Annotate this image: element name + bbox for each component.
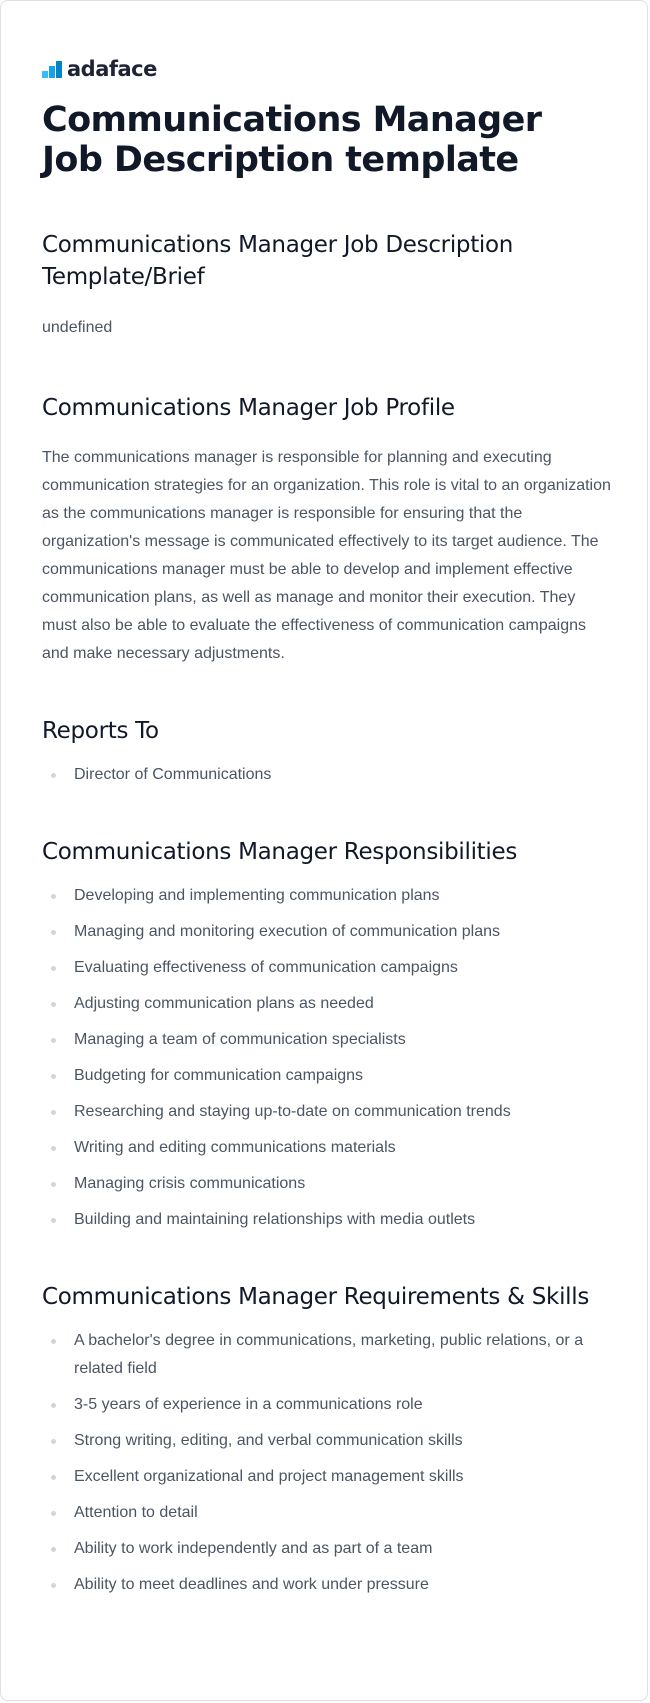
list-item-text: A bachelor's degree in communications, marketing, public relations, or a related field (74, 1332, 584, 1377)
list-item-text: Adjusting communication plans as needed (74, 995, 374, 1012)
list-item (42, 1499, 612, 1527)
list-item-text: Director of Communications (74, 766, 272, 783)
list-item-text: Excellent organizational and project management skills (74, 1468, 464, 1485)
responsibilities-heading: Communications Manager Responsibilities (42, 839, 518, 865)
list-item-text: Managing crisis communications (74, 1175, 306, 1192)
list-item-text: Managing a team of communication specialists (74, 1031, 406, 1048)
list-item-text: Strong writing, editing, and verbal communication skills (74, 1432, 463, 1449)
profile-section (42, 392, 612, 668)
list-item-text: Managing and monitoring execution of communication plans (74, 923, 501, 940)
bullet-icon (51, 1218, 56, 1223)
list-item-text: Budgeting for communication campaigns (74, 1067, 364, 1084)
adaface-logo-icon (42, 60, 62, 80)
list-item (42, 761, 612, 789)
bullet-icon (51, 1002, 56, 1007)
responsibilities-section (42, 836, 612, 1234)
list-item (42, 1170, 612, 1198)
requirements-heading: Communications Manager Requirements & Skills (42, 1284, 590, 1310)
bullet-icon (51, 1547, 56, 1552)
list-item (42, 1463, 612, 1491)
profile-text: The communications manager is responsible for planning and executing communication strategies for an organization. This role is vital to an organization as the communications manager is responsible for ensuring that the organization's message is communicated effectively to its target audience. The communications manager must be able to develop and implement effective communication plans, as well as manage and monitor their execution. They must also be able to evaluate the effectiveness of communication campaigns and make necessary adjustments. (42, 449, 611, 662)
list-item (42, 918, 612, 946)
list-item (42, 1535, 612, 1563)
requirements-list (42, 1327, 612, 1599)
list-item (42, 954, 612, 982)
list-item-text: 3-5 years of experience in a communications role (74, 1396, 423, 1413)
bullet-icon (51, 1475, 56, 1480)
list-item (42, 1206, 612, 1234)
list-item-text: Ability to work independently and as part of a team (74, 1540, 433, 1557)
list-item (42, 882, 612, 910)
bullet-icon (51, 773, 56, 778)
bullet-icon (51, 1511, 56, 1516)
list-item (42, 1571, 612, 1599)
list-item-text: Writing and editing communications materials (74, 1139, 396, 1156)
bullet-icon (51, 1074, 56, 1079)
bullet-icon (51, 966, 56, 971)
list-item-text: Evaluating effectiveness of communication campaigns (74, 959, 458, 976)
bullet-icon (51, 894, 56, 899)
list-item (42, 990, 612, 1018)
brand-name: adaface (67, 57, 157, 81)
reports-to-heading: Reports To (42, 718, 159, 744)
brand-logo[interactable] (42, 55, 612, 83)
list-item (42, 1327, 612, 1383)
list-item (42, 1026, 612, 1054)
page-title: Communications Manager Job Description template (42, 100, 542, 180)
bullet-icon (51, 1339, 56, 1344)
bullet-icon (51, 1146, 56, 1151)
list-item (42, 1427, 612, 1455)
bullet-icon (51, 930, 56, 935)
bullet-icon (51, 1403, 56, 1408)
bullet-icon (51, 1439, 56, 1444)
brief-heading: Communications Manager Job Description Template/Brief (42, 232, 514, 290)
bullet-icon (51, 1182, 56, 1187)
bullet-icon (51, 1583, 56, 1588)
document-content (42, 55, 612, 1607)
list-item-text: Researching and staying up-to-date on communication trends (74, 1103, 511, 1120)
reports-to-list (42, 761, 612, 789)
responsibilities-list (42, 882, 612, 1234)
list-item-text: Developing and implementing communication plans (74, 887, 440, 904)
profile-heading: Communications Manager Job Profile (42, 395, 455, 421)
list-item (42, 1391, 612, 1419)
bullet-icon (51, 1110, 56, 1115)
list-item (42, 1098, 612, 1126)
list-item-text: Building and maintaining relationships with media outlets (74, 1211, 476, 1228)
brief-section (42, 229, 612, 342)
reports-to-section (42, 715, 612, 789)
list-item-text: Ability to meet deadlines and work under pressure (74, 1576, 429, 1593)
list-item-text: Attention to detail (74, 1504, 198, 1521)
bullet-icon (51, 1038, 56, 1043)
list-item (42, 1062, 612, 1090)
list-item (42, 1134, 612, 1162)
brief-text: undefined (42, 319, 113, 336)
requirements-section (42, 1281, 612, 1599)
